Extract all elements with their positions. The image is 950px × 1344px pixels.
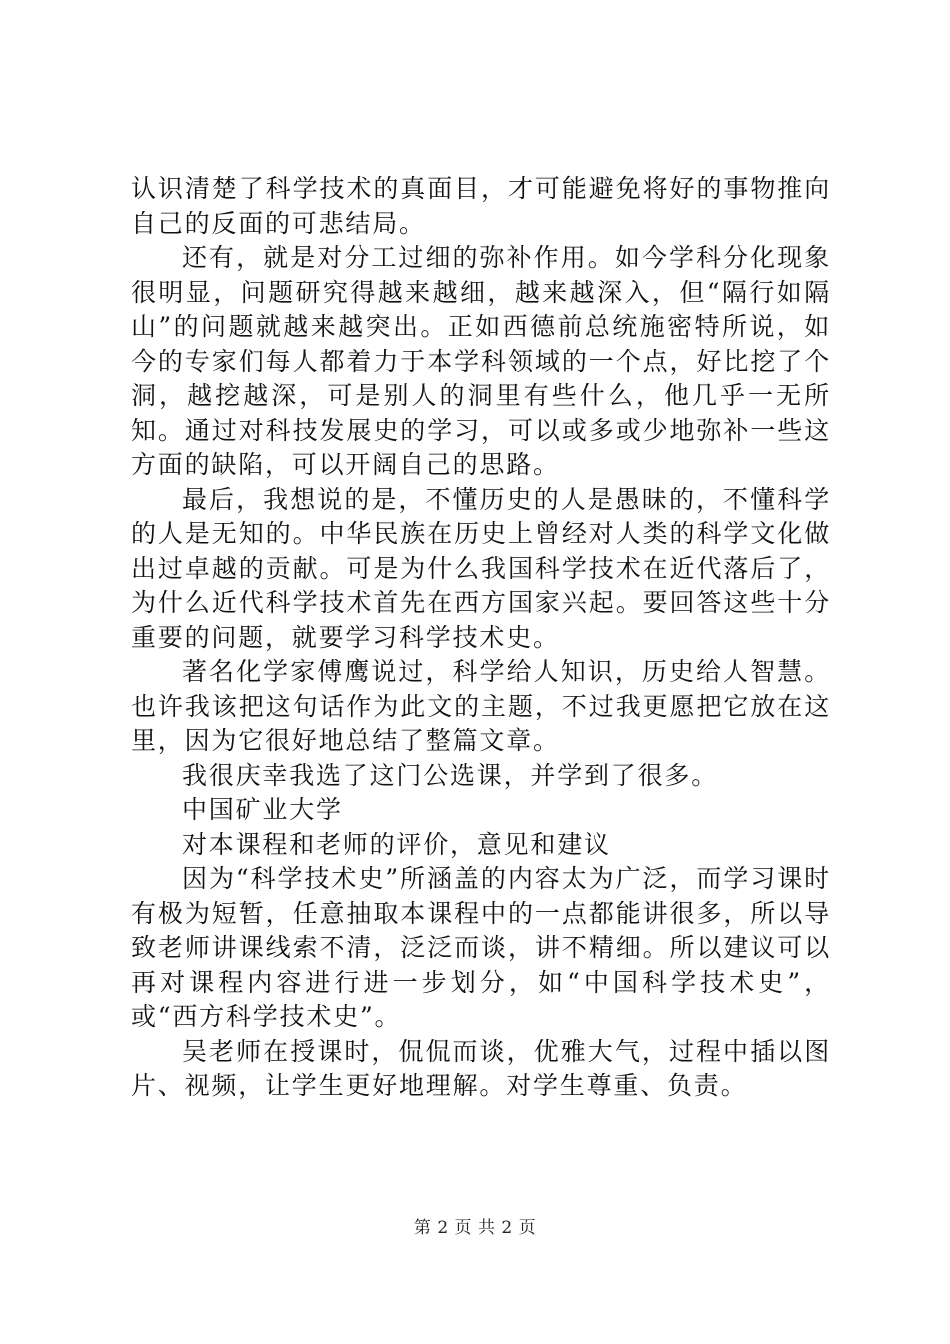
page-number-footer: 第 2 页 共 2 页 — [413, 1218, 537, 1238]
paragraph: 中国矿业大学 — [182, 795, 343, 824]
paragraph: 我很庆幸我选了这门公选课，并学到了很多。 — [182, 760, 719, 790]
document-body — [131, 172, 831, 1104]
paragraph: 对本课程和老师的评价，意见和建议 — [182, 829, 611, 859]
paragraph: 最后，我想说的是，不懂历史的人是愚昧的，不懂科学的人是无知的。中华民族在历史上曾经对人类的科学文化做出过卓越的贡献。可是为什么我国科学技术在近代落后了，为什么近代科学技术首先在西方国家兴起。要回答这些十分重要的问题，就要学习科学技术史。 — [131, 484, 831, 652]
paragraph: 因为“科学技术史”所涵盖的内容太为广泛，而学习课时有极为短暂，任意抽取本课程中的一点都能讲很多，所以导致老师讲课线索不清，泛泛而谈，讲不精细。所以建议可以再对课程内容进行进一步划分，如“中国科学技术史”，或“西方科学技术史”。 — [131, 864, 831, 1031]
paragraph: 著名化学家傅鹰说过，科学给人知识，历史给人智慧。也许我该把这句话作为此文的主题，不过我更愿把它放在这里，因为它很好地总结了整篇文章。 — [131, 657, 831, 755]
paragraph: 认识清楚了科学技术的真面目，才可能避免将好的事物推向自己的反面的可悲结局。 — [131, 174, 831, 238]
paragraph: 吴老师在授课时，侃侃而谈，优雅大气，过程中插以图片、视频，让学生更好地理解。对学生尊重、负责。 — [131, 1036, 831, 1100]
paragraph: 还有，就是对分工过细的弥补作用。如今学科分化现象很明显，问题研究得越来越细，越来越深入，但“隔行如隔山”的问题就越来越突出。正如西德前总统施密特所说，如今的专家们每人都着力于本学科领域的一个点，好比挖了个洞，越挖越深，可是别人的洞里有些什么，他几乎一无所知。通过对科技发展史的学习，可以或多或少地弥补一些这方面的缺陷，可以开阔自己的思路。 — [131, 243, 831, 479]
